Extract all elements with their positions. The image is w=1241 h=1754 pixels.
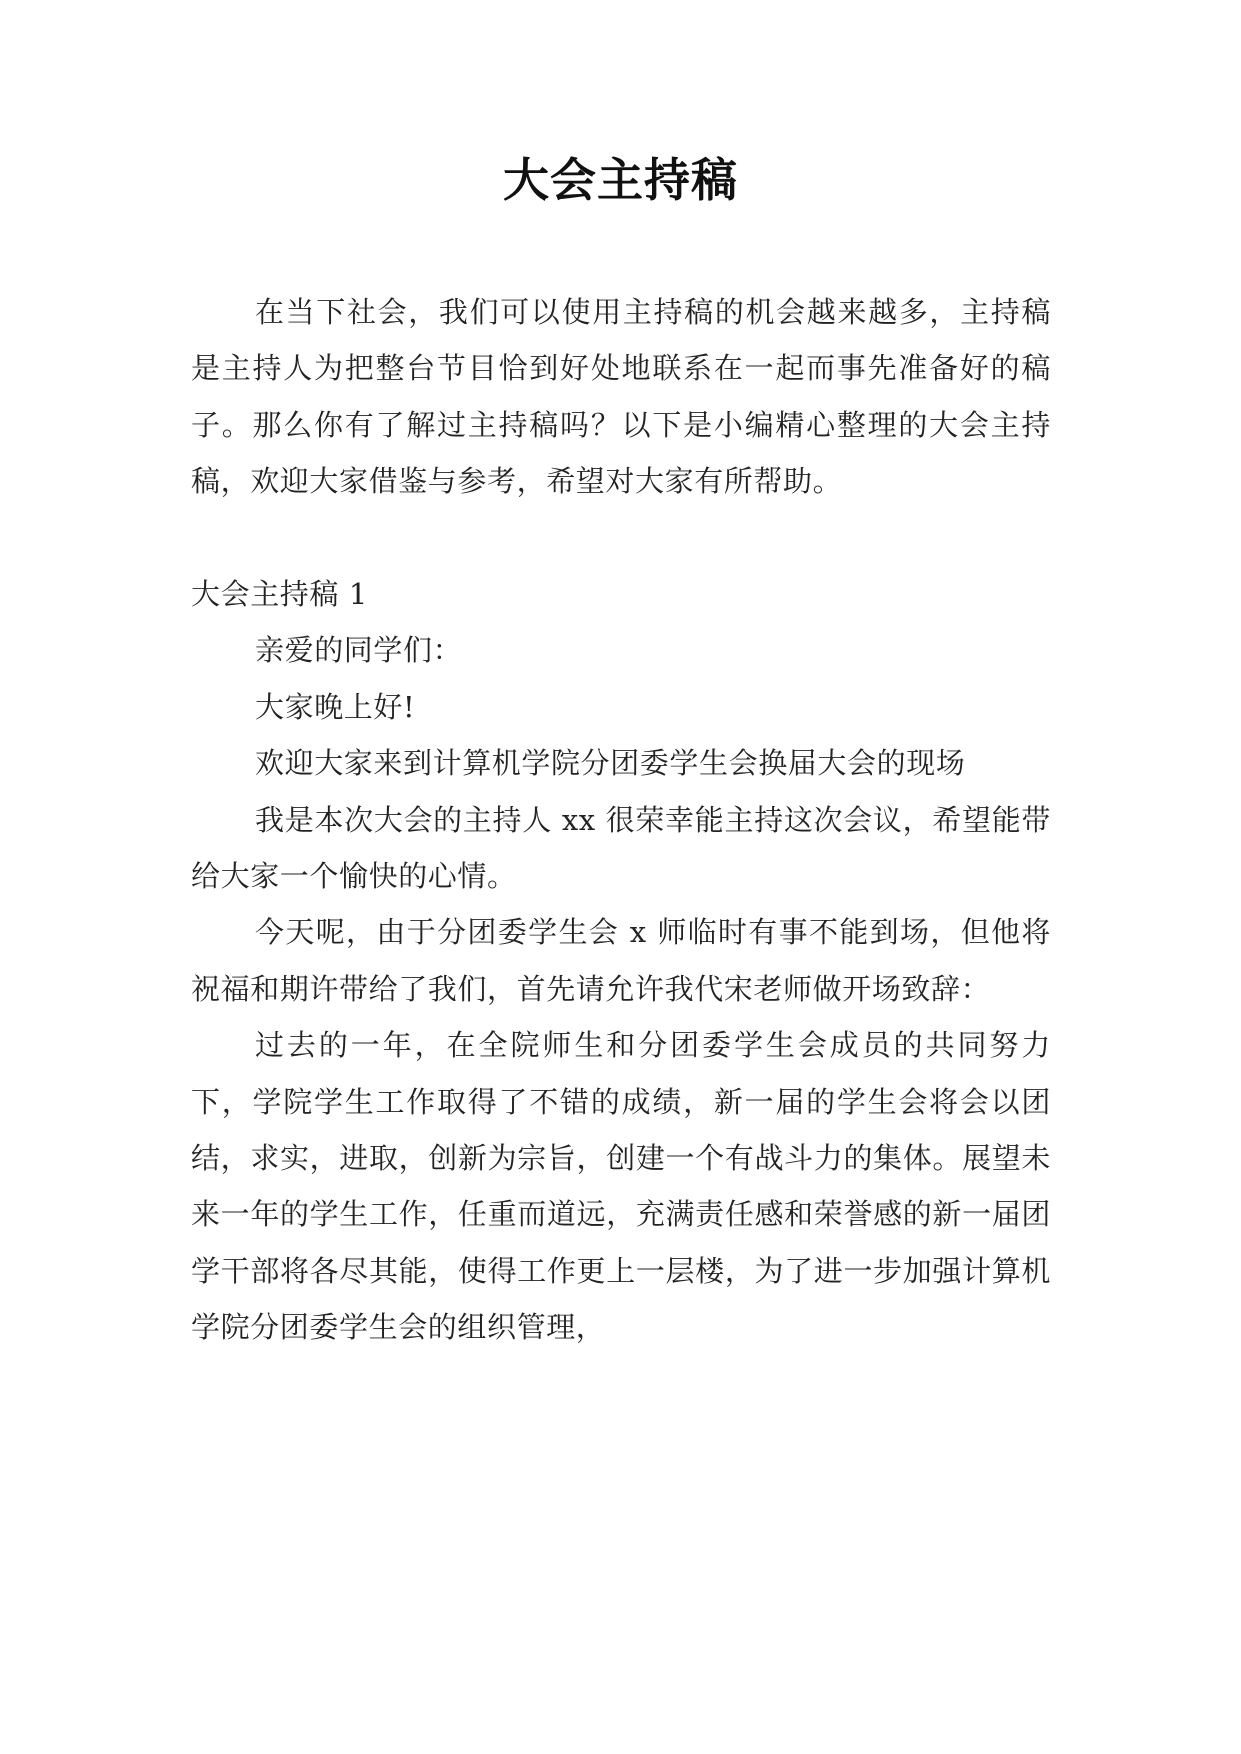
document-title: 大会主持稿 (503, 153, 738, 207)
body-paragraph: 过去的一年，在全院师生和分团委学生会成员的共同努力下，学院学生工作取得了不错的成绩，新一届的学生会将会以团结，求实，进取，创新为宗旨，创建一个有战斗力的集体。展望未来一年的学生工作，任重而道远，充满责任感和荣誉感的新一届团学干部将各尽其能，使得工作更上一层楼，为了进一步加强计算机学院分团委学生会的组织管理， (191, 1028, 1051, 1345)
intro-paragraph: 在当下社会，我们可以使用主持稿的机会越来越多，主持稿是主持人为把整台节目恰到好处地联系在一起而事先准备好的稿子。那么你有了解过主持稿吗？以下是小编精心整理的大会主持稿，欢迎大家借鉴与参考，希望对大家有所帮助。 (191, 295, 1051, 499)
paragraph-spacer (191, 510, 1051, 566)
document-body (191, 284, 1051, 1356)
body-paragraph: 亲爱的同学们： (255, 633, 463, 668)
body-paragraph: 我是本次大会的主持人 xx 很荣幸能主持这次会议，希望能带给大家一个愉快的心情。 (191, 802, 1051, 894)
body-paragraph: 欢迎大家来到计算机学院分团委学生会换届大会的现场 (255, 746, 966, 781)
body-paragraph: 今天呢，由于分团委学生会 x 师临时有事不能到场，但他将祝福和期许带给了我们，首先请允许我代宋老师做开场致辞： (191, 915, 1051, 1006)
body-paragraph: 大家晚上好! (255, 689, 416, 724)
section-heading: 大会主持稿 1 (191, 577, 368, 612)
